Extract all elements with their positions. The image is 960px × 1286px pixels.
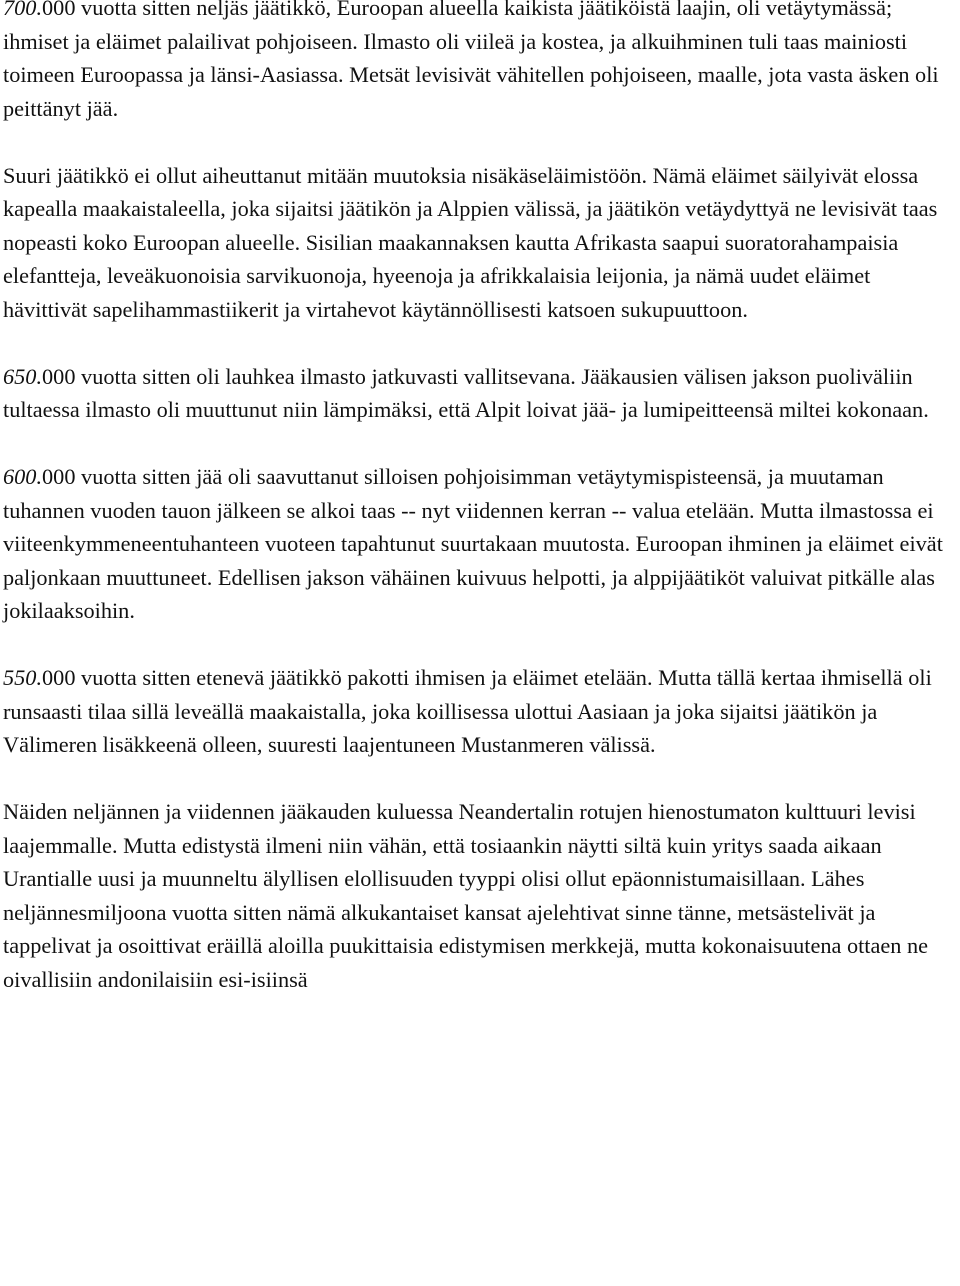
paragraph-lead-number: 550.: [3, 665, 43, 690]
paragraph-text: 000 vuotta sitten oli lauhkea ilmasto jatkuvasti vallitsevana. Jääkausien välisen jakson puoliväliin tultaessa ilmasto oli muuttunut niin lämpimäksi, että Alpit loivat jää- ja lumipeitteensä miltei kokonaan.: [3, 363, 929, 422]
paragraph-700000: [3, 0, 960, 125]
paragraph-lead-number: 600.: [3, 464, 43, 489]
paragraph-550000: [3, 661, 960, 762]
paragraph-text: Suuri jäätikkö ei ollut aiheuttanut mitään muutoksia nisäkäseläimistöön. Nämä eläimet säilyivät elossa kapealla maakaistaleella, joka sijaitsi jäätikön ja Alppien välissä, ja jäätikön vetäydyttyä ne levisivät taas nopeasti koko Euroopan alueelle. Sisilian maakannaksen kautta Afrikasta saapui suoratorahampaisia elefantteja, leveäkuonoisia sarvikuonoja, hyeenoja ja afrikkalaisia leijonia, ja nämä uudet eläimet hävittivät sapelihammastiikerit ja virtahevot käytännöllisesti katsoen sukupuuttoon.: [3, 162, 938, 322]
paragraph-600000: [3, 460, 960, 628]
paragraph-mammals: [3, 159, 960, 327]
paragraph-lead-number: 700.: [3, 0, 43, 20]
paragraph-650000: [3, 360, 960, 427]
document-page: [3, 0, 960, 996]
paragraph-lead-number: 650.: [3, 363, 43, 389]
paragraph-text: 000 vuotta sitten neljäs jäätikkö, Euroopan alueella kaikista jäätiköistä laajin, oli vetäytymässä; ihmiset ja eläimet palailivat pohjoiseen. Ilmasto oli viileä ja kostea, ja alkuihminen tuli taas mainiosti toimeen Euroopassa ja länsi-Aasiassa. Metsät levisivät vähitellen pohjoiseen, maalle, jota vasta äsken oli peittänyt jää.: [3, 0, 939, 121]
paragraph-text: 000 vuotta sitten etenevä jäätikkö pakotti ihmisen ja eläimet etelään. Mutta tällä kertaa ihmisellä oli runsaasti tilaa sillä leveällä maakaistalla, joka koillisessa ulottui Aasiaan ja joka sijaitsi jäätikön ja Välimeren lisäkkeenä olleen, suuresti laajentuneen Mustanmeren välissä.: [3, 665, 932, 757]
paragraph-neanderthal: [3, 795, 960, 996]
paragraph-text: 000 vuotta sitten jää oli saavuttanut silloisen pohjoisimman vetäytymispisteensä, ja muutaman tuhannen vuoden tauon jälkeen se alkoi taas -- nyt viidennen kerran -- valua etelään. Mutta ilmastossa ei viiteenkymmeneentuhanteen vuoteen tapahtunut suurtakaan muutosta. Euroopan ihminen ja eläimet eivät paljonkaan muuttuneet. Edellisen jakson vähäinen kuivuus helpotti, ja alppijäätiköt valuivat pitkälle alas jokilaaksoihin.: [3, 464, 943, 623]
paragraph-text: Näiden neljännen ja viidennen jääkauden kuluessa Neandertalin rotujen hienostumaton kulttuuri levisi laajemmalle. Mutta edistystä ilmeni niin vähän, että tosiaankin näytti siltä kuin yritys saada aikaan Urantialle uusi ja muunneltu älyllisen elollisuuden tyyppi olisi ollut epäonnistumaisillaan. Lähes neljännesmiljoona vuotta sitten nämä alkukantaiset kansat ajelehtivat sinne tänne, metsästelivät ja tappelivat ja osoittivat eräillä aloilla puukittaisia edistymisen merkkejä, mutta kokonaisuutena ottaen ne oivallisiin andonilaisiin esi-isiinsä: [3, 799, 929, 992]
